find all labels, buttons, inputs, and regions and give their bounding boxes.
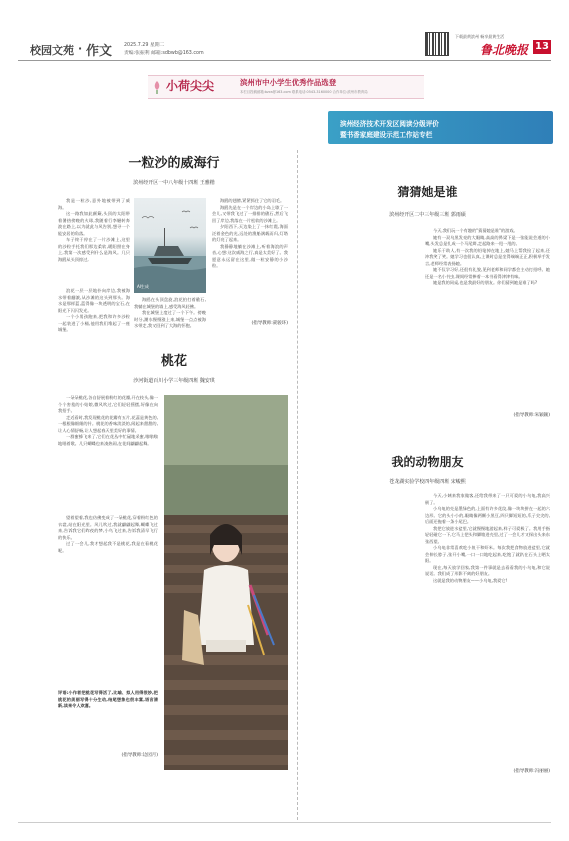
paragraph: 走近看时,我发现桃花的花瓣有五片,花蕊是黄色的,一根根像细细的针。桃花的香味淡淡的,闻起来甜甜的,让人心情舒畅,让人想起春天里美好的事情。 (58, 414, 158, 433)
article3-teacher: (指导教师:朱颖颖) (513, 413, 550, 418)
article2-col1-text (58, 395, 158, 511)
paragraph: 我在城堡上度过了一个下午。傍晚时分,潮水慢慢涨上来,城堡一点点被海水带走,我又回到了大海的怀抱。 (134, 310, 206, 328)
article1-col2-text (134, 297, 206, 344)
column-banner (148, 75, 424, 99)
paragraph: 一群蜜蜂飞来了,它们在花丛中忙碌地采蜜,嗡嗡嗡地唱着歌。几只蝴蝶也来凑热闹,在花间翩翩起舞。 (58, 434, 158, 446)
paragraph: 我是一粒沙,意外地被带到了威海。 (58, 198, 130, 210)
sponsor-line-1: 滨州经济技术开发区阅读分级评价 (340, 120, 439, 128)
banner-title: 小荷尖尖 (166, 79, 215, 93)
paragraph: 今天,小姨来我家做客,还给我带来了一只可爱的小乌龟,我高兴极了。 (425, 493, 550, 505)
paragraph: 她有一双乌黑发亮的大眼睛,高高的鼻梁下是一张能说会道的小嘴,头发总是扎成一个马尾辫,走起路来一甩一甩的。 (425, 234, 550, 246)
article2-comment: 评语:小作者把桃花写得活了,比喻、拟人用得很妙,把桃花的美丽写得十分生动,结尾想象也很丰富,语言清新,读来令人欢喜。 (58, 690, 158, 708)
column-divider (297, 150, 298, 820)
newspaper-name: 鲁北晚报 (480, 43, 529, 57)
paragraph: 望着望着,我也仿佛变成了一朵桃花,穿着粉红色的衣裳,站在阳光里。风儿吹过,我就翩翩起舞,蝴蝶飞过来,告诉我它们昨夜的梦,小鸟飞过来,告诉我清早飞行的快乐。 (58, 515, 158, 540)
paragraph: 她不仅学习好,还很有礼貌,见到老师和同学都会主动打招呼。她还是一名小书虫,课间经常捧着一本书看得津津有味。 (425, 267, 550, 279)
paragraph: 今天,我们玩一个有趣的"猜猜她是谁"的游戏。 (433, 228, 518, 233)
paragraph: 她是我的同桌,也是我最好的朋友。你们猜到她是谁了吗? (433, 280, 538, 285)
paragraph: 海鸥的翅膀,紧紧抓住了它的羽毛。 (220, 198, 285, 203)
article1-author: 滨州经开区一中八年级十四班 王雅楷 (133, 180, 215, 186)
paragraph: 海鸥先是在一个岸边的小岛上歇了一会儿,又带我飞过了一排排的礁石,然后飞回了岸边,我落在一片松软的沙滩上。 (212, 204, 288, 223)
article4-title: 我的动物朋友 (391, 455, 464, 469)
paragraph: 我把它放进水盆里,它就慢慢地游起来,样子可爱极了。我用手指轻轻碰它一下,它马上把头和脚缩进壳里,过了一会儿才又探出头来东张西望。 (425, 525, 550, 544)
article1-title: 一粒沙的威海行 (128, 156, 220, 171)
footer-rule (18, 822, 551, 823)
paragraph: 浪花一层一层地扑向岸边,我被海水带着翻滚,从沙滩的这头到那头。海水是那样蓝,蓝得像一块透明的宝石,在阳光下闪闪发光。 (58, 288, 130, 313)
editor-info: 责编:张振利 邮箱:sdbwb@163.com (124, 51, 204, 56)
paragraph: 夕阳西下,天边染上了一抹红霞,海面泛着金色的光,远处的渔船满载而归,灯塔的灯亮了起来。 (212, 224, 288, 242)
banner-info-line: 本栏目投稿邮箱:bzxs@163.com 联系电话:0543-3160000 合作单位:滨州市教育局 (240, 90, 368, 94)
paragraph: 我静静地躺在沙滩上,听着海浪的声音,心想:这次威海之行,真是太美好了。我愿意永远留在这里,做一粒安静的小沙粒。 (212, 243, 288, 268)
article2-title: 桃花 (160, 354, 187, 369)
article3-title: 猜猜她是谁 (397, 185, 458, 199)
page-number: 13 (535, 41, 549, 52)
article2-photo (164, 395, 288, 770)
sponsor-box (328, 111, 553, 144)
paragraph: 过了一会儿,我才想起我不是桃花,我是在看桃花呢。 (58, 541, 158, 553)
article4-text (425, 493, 550, 763)
issue-date: 2025.7.29 星期二 (124, 43, 165, 48)
article2-teacher: (指导教师:边园月) (121, 753, 158, 758)
article1-teacher: (指导教师:聂骏环) (251, 321, 288, 326)
paragraph: 她乐于助人,有一次我的铅笔掉在地上,她马上帮我捡了起来,还冲我笑了笑。她学习也很认真,上课时总是坐得端端正正,积极举手发言,老师经常表扬她。 (425, 247, 550, 266)
article2-col2-text (58, 515, 158, 687)
lotus-icon (151, 79, 163, 93)
section-name: 校园文苑 (30, 44, 74, 57)
paragraph: 一朵朵桃花,各自舒展着粉红的花瓣,开在枝头,像一个个害羞的小姑娘,微风吹过,它们轻轻摇摆,好像在向我招手。 (58, 395, 158, 413)
sponsor-line-2: 暨书香家庭建设示范工作站专栏 (340, 131, 433, 139)
article1-col3-text (212, 198, 288, 316)
qr-code (425, 32, 449, 56)
article3-author: 滨州经开区二中三年级三班 郭雨硕 (389, 212, 466, 218)
qr-caption: 下载最黄滨州 畅享最黄生活 (455, 34, 505, 39)
paragraph: 小乌龟非常喜欢吃小鱼干和虾米。每次我把食物放进盆里,它就会伸长脖子,张开小嘴,一口一口地吃起来,吃饱了就趴在石头上晒太阳。 (425, 545, 550, 563)
article4-author: 苍龙湖实验学校四年级四班 宋峻熙 (389, 479, 466, 485)
paragraph: 现在,每天放学回家,我第一件事就是去看看我的小乌龟,和它说说话。我们成了形影不离的好朋友。 (425, 564, 550, 576)
section-tag: 作文 (86, 44, 113, 59)
paragraph: 这一路我如此颠簸,头顶的太阳带着暑热傍晚的火球,我随着行李辗转奔波在路上,以为就此与风告别,想寻一个能安居的角落。 (58, 211, 130, 236)
paragraph: 这就是我的动物朋友——小乌龟,我爱它! (433, 577, 508, 583)
paragraph: 车子终于停在了一片沙滩上,这里的沙粒手托我们那边柔软,暖阳照在身上,我第一次感受到什么是海风。几只海鸥从头顶掠过, (58, 237, 130, 262)
article2-author: 沙河街道百川小学三年级四班 魏安琪 (133, 378, 215, 384)
article1-col1b-text (58, 288, 130, 344)
masthead-bar (18, 36, 551, 60)
paragraph: 一个小男孩跑来,把我和许多沙粒一起装进了小桶,他用我们堆起了一座城堡。 (58, 314, 130, 332)
article3-text (425, 228, 550, 408)
page-number-box (533, 40, 551, 54)
banner-subtitle: 滨州市中小学生优秀作品选登 (240, 78, 337, 87)
paragraph: 小乌龟的壳是墨绿色的,上面有许多花纹,像一块块拼在一起的六边形。它的头小小的,眼睛像两颗小黑豆,四只脚短短的,爪子尖尖的,后面还拖着一条小尾巴。 (425, 506, 550, 524)
photo-caption: AI生成 (137, 284, 149, 289)
article4-teacher: (指导教师:冯丽丽) (513, 769, 550, 774)
section-dot: · (78, 42, 83, 55)
header-rule (18, 60, 551, 61)
paragraph: 海鸥在头顶盘旋,浪花拍打着礁石,我躺在城堡的墙上,感受海风轻拂。 (134, 297, 206, 309)
article1-photo (134, 198, 206, 293)
